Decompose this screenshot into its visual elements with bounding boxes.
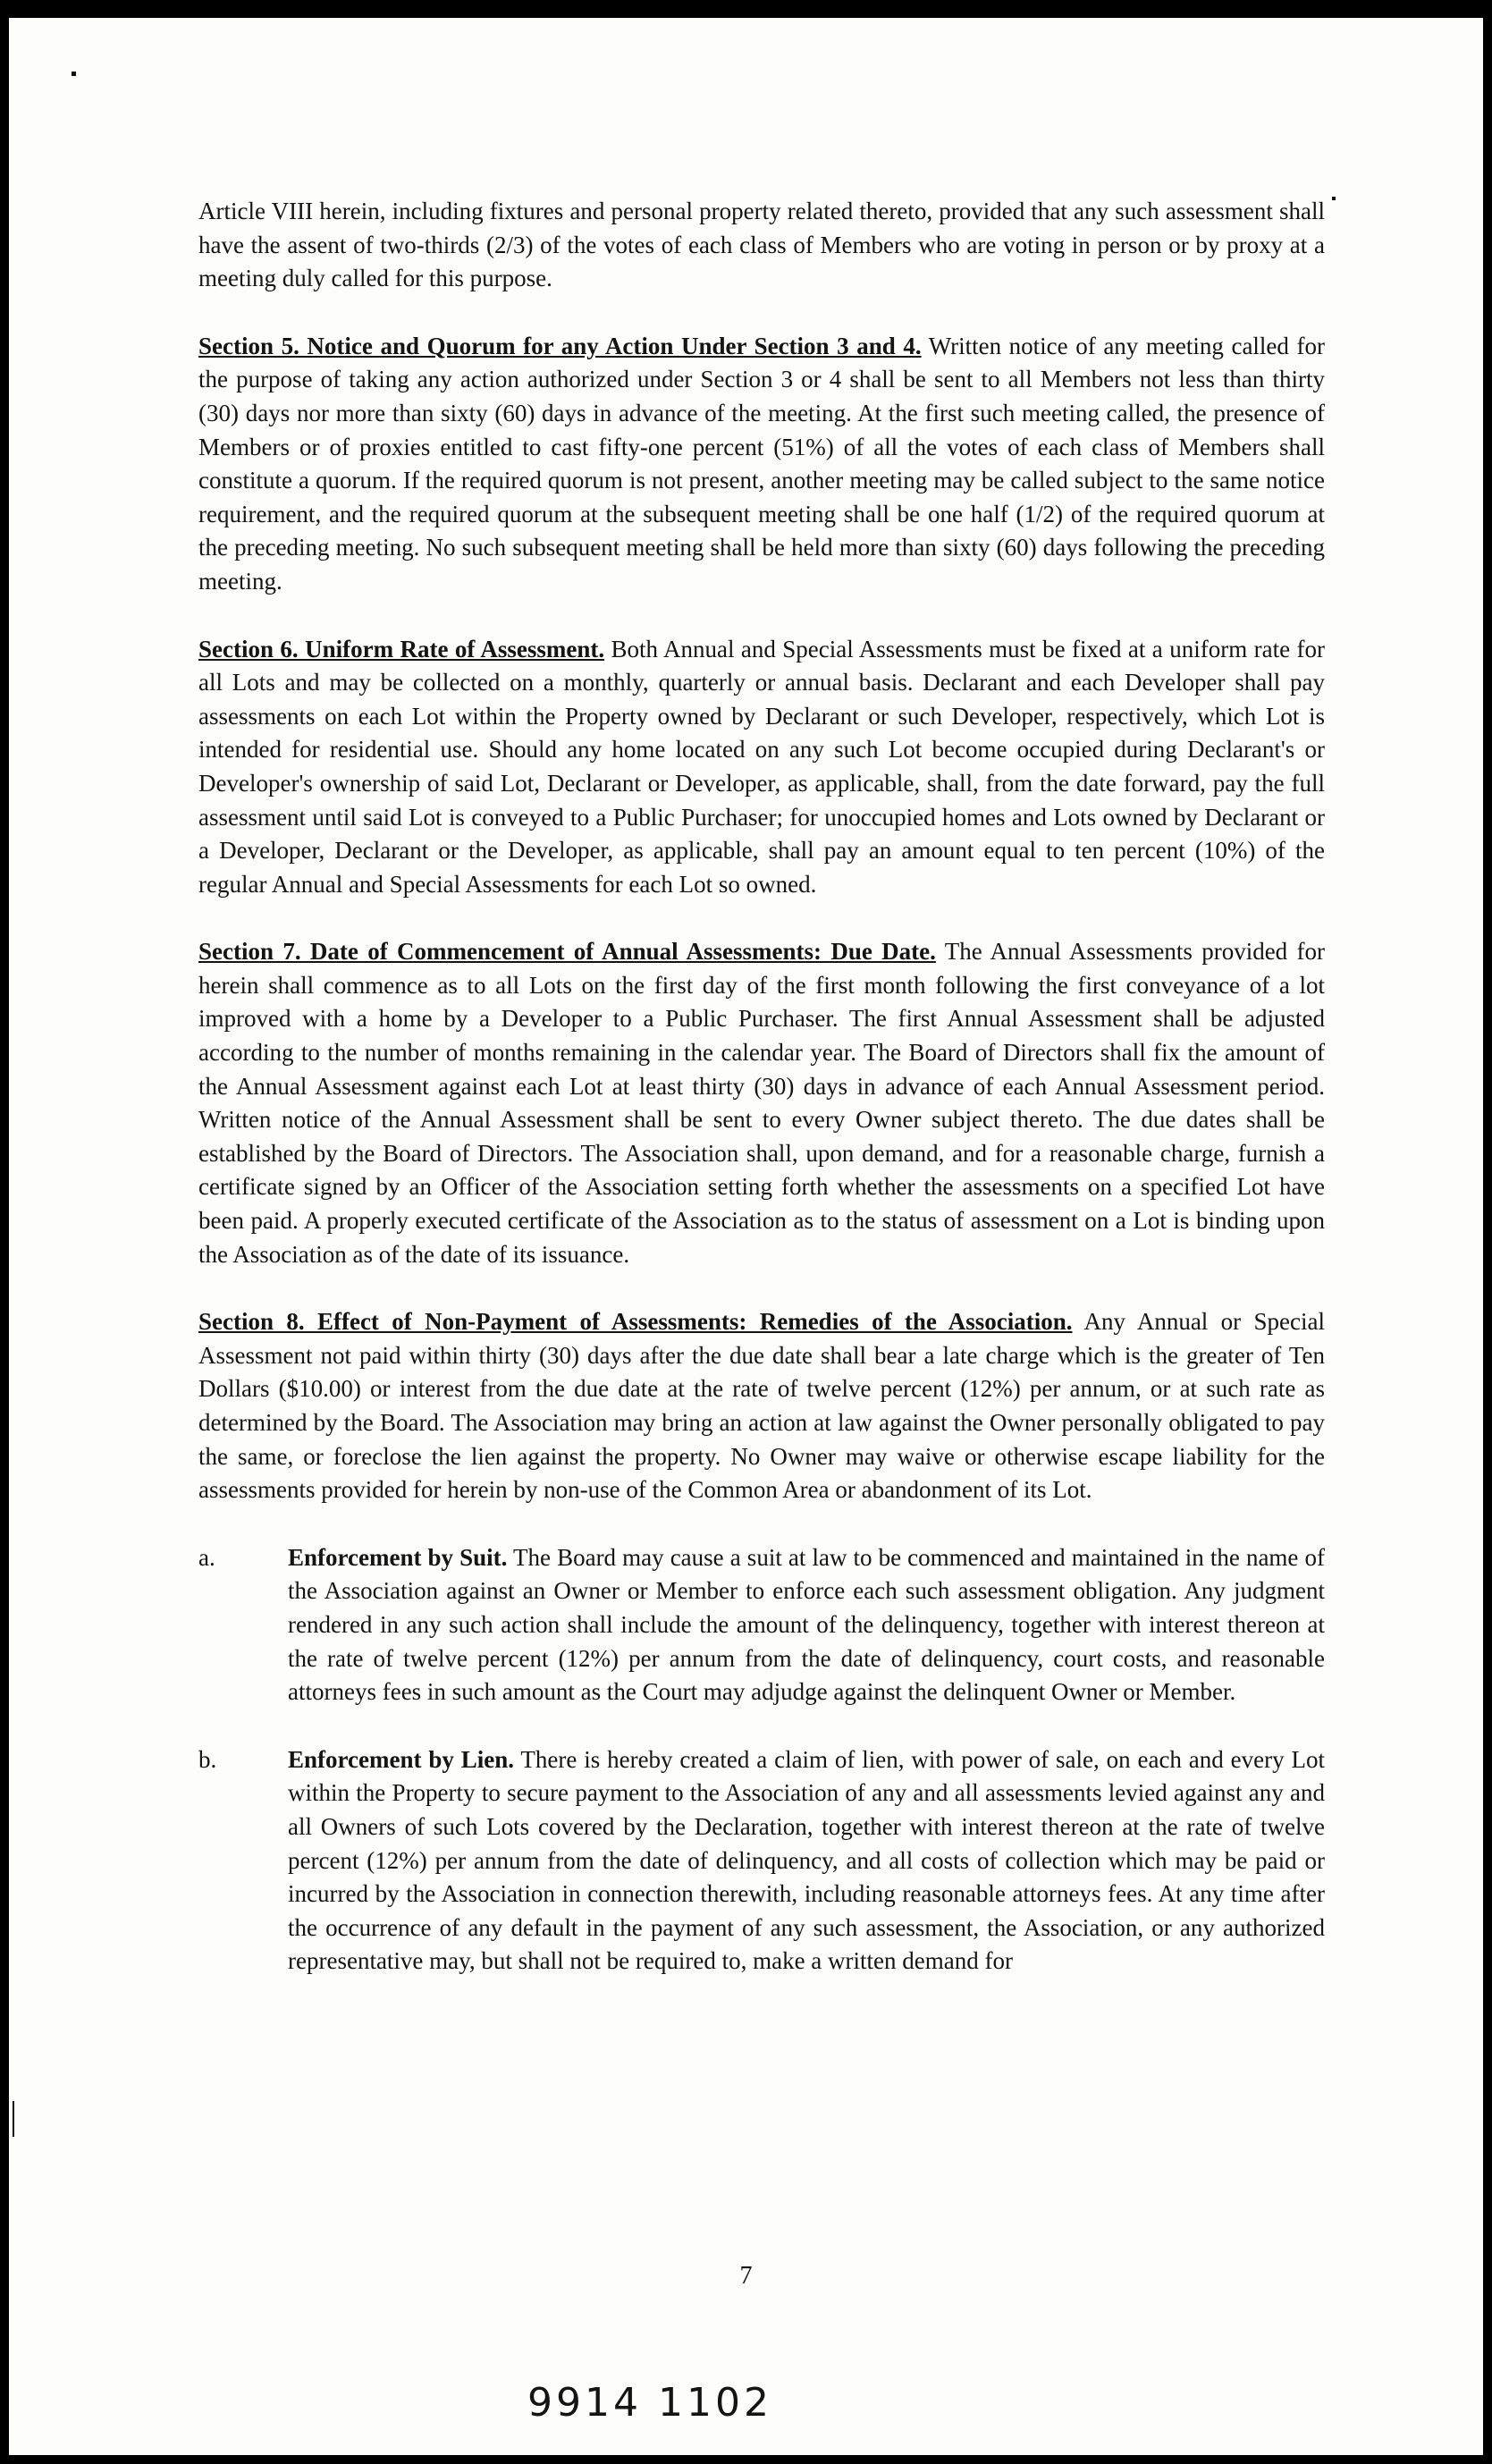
section-7-heading: Section 7. Date of Commencement of Annual Assessments: Due Date.	[198, 938, 936, 966]
scan-speck	[13, 2101, 14, 2137]
list-item-enforcement-by-suit	[198, 1541, 1325, 1709]
list-item-marker: a.	[198, 1543, 215, 1571]
list-item-title: Enforcement by Lien.	[288, 1745, 514, 1773]
section-8-body: Any Annual or Special Assessment not paid within thirty (30) days after the due date shall bear a late charge which is the greater of Ten Dollars ($10.00) or interest from the due date at the rate of twelve percent (12%) per annum, or at such rate as determined by the Board. The Association may bring an action at law against the Owner personally obligated to pay the same, or foreclose the lien against the property. No Owner may waive or otherwise escape liability for the assessments provided for herein by non-use of the Common Area or abandonment of its Lot.	[198, 1308, 1325, 1504]
scan-speck	[1332, 197, 1336, 200]
list-item-body: There is hereby created a claim of lien, with power of sale, on each and every Lot within the Property to secure payment to the Association of any and all assessments levied against any and all Owners of such Lots covered by the Declaration, together with interest thereon at the rate of twelve percent (12%) per annum from the date of delinquency, and all costs of collection which may be paid or incurred by the Association in connection therewith, including reasonable attorneys fees. At any time after the occurrence of any default in the payment of any such assessment, the Association, or any authorized representative may, but shall not be required to, make a written demand for	[288, 1745, 1325, 1975]
list-item-enforcement-by-lien	[198, 1743, 1325, 1979]
list-item-title: Enforcement by Suit.	[288, 1543, 508, 1571]
page-number: 7	[739, 2262, 753, 2290]
section-6-body: Both Annual and Special Assessments must be fixed at a uniform rate for all Lots and may be collected on a monthly, quarterly or annual basis. Declarant and each Developer shall pay assessments on each Lot within the Property owned by Declarant or such Developer, respectively, which Lot is intended for residential use. Should any home located on any such Lot become occupied during Declarant's or Developer's ownership of said Lot, Declarant or Developer, as applicable, shall, from the date forward, pay the full assessment until said Lot is conveyed to a Public Purchaser; for unoccupied homes and Lots owned by Declarant or a Developer, Declarant or the Developer, as applicable, shall pay an amount equal to ten percent (10%) of the regular Annual and Special Assessments for each Lot so owned.	[198, 635, 1326, 898]
section-5-body: Written notice of any meeting called for the purpose of taking any action authorized under Section 3 or 4 shall be sent to all Members not less than thirty (30) days nor more than sixty (60) days in advance of the meeting. At the first such meeting called, the presence of Members or of proxies entitled to cast fifty-one percent (51%) of all the votes of each class of Members shall constitute a quorum. If the required quorum is not present, another meeting may be called subject to the same notice requirement, and the required quorum at the subsequent meeting shall be one half (1/2) of the required quorum at the preceding meeting. No such subsequent meeting shall be held more than sixty (60) days following the preceding meeting.	[198, 332, 1325, 595]
scan-speck	[72, 72, 76, 76]
document-page	[9, 18, 1483, 2455]
section-6	[198, 633, 1325, 902]
list-item-body: The Board may cause a suit at law to be commenced and maintained in the name of the Association against an Owner or Member to enforce each such assessment obligation. Any judgment rendered in any such action shall include the amount of the delinquency, together with interest thereon at the rate of twelve percent (12%) per annum from the date of delinquency, court costs, and reasonable attorneys fees in such amount as the Court may adjudge against the delinquent Owner or Member.	[288, 1543, 1325, 1706]
footer-record-code: 9914 1102	[527, 2380, 772, 2426]
section-5-heading: Section 5. Notice and Quorum for any Action Under Section 3 and 4.	[198, 332, 922, 359]
section-6-heading: Section 6. Uniform Rate of Assessment.	[198, 635, 605, 662]
section-8-heading: Section 8. Effect of Non-Payment of Assessments: Remedies of the Association.	[198, 1308, 1073, 1336]
list-item-marker: b.	[198, 1745, 217, 1773]
section-5	[198, 330, 1325, 599]
intro-paragraph: Article VIII herein, including fixtures and personal property related thereto, provided that any such assessment shall have the assent of two-thirds (2/3) of the votes of each class of Members who are voting in person or by proxy at a meeting duly called for this purpose.	[198, 198, 1325, 292]
section-7	[198, 935, 1325, 1271]
section-8	[198, 1305, 1325, 1507]
section-7-body: The Annual Assessments provided for herein shall commence as to all Lots on the first day of the first month following the first conveyance of a lot improved with a home by a Developer to a Public Purchaser. The first Annual Assessment shall be adjusted according to the number of months remaining in the calendar year. The Board of Directors shall fix the amount of the Annual Assessment against each Lot at least thirty (30) days in advance of each Annual Assessment period. Written notice of the Annual Assessment shall be sent to every Owner subject thereto. The due dates shall be established by the Board of Directors. The Association shall, upon demand, and for a reasonable charge, furnish a certificate signed by an Officer of the Association setting forth whether the assessments on a specified Lot have been paid. A properly executed certificate of the Association as to the status of assessment on a Lot is binding upon the Association as of the date of its issuance.	[198, 938, 1325, 1268]
document-body	[198, 195, 1325, 2013]
